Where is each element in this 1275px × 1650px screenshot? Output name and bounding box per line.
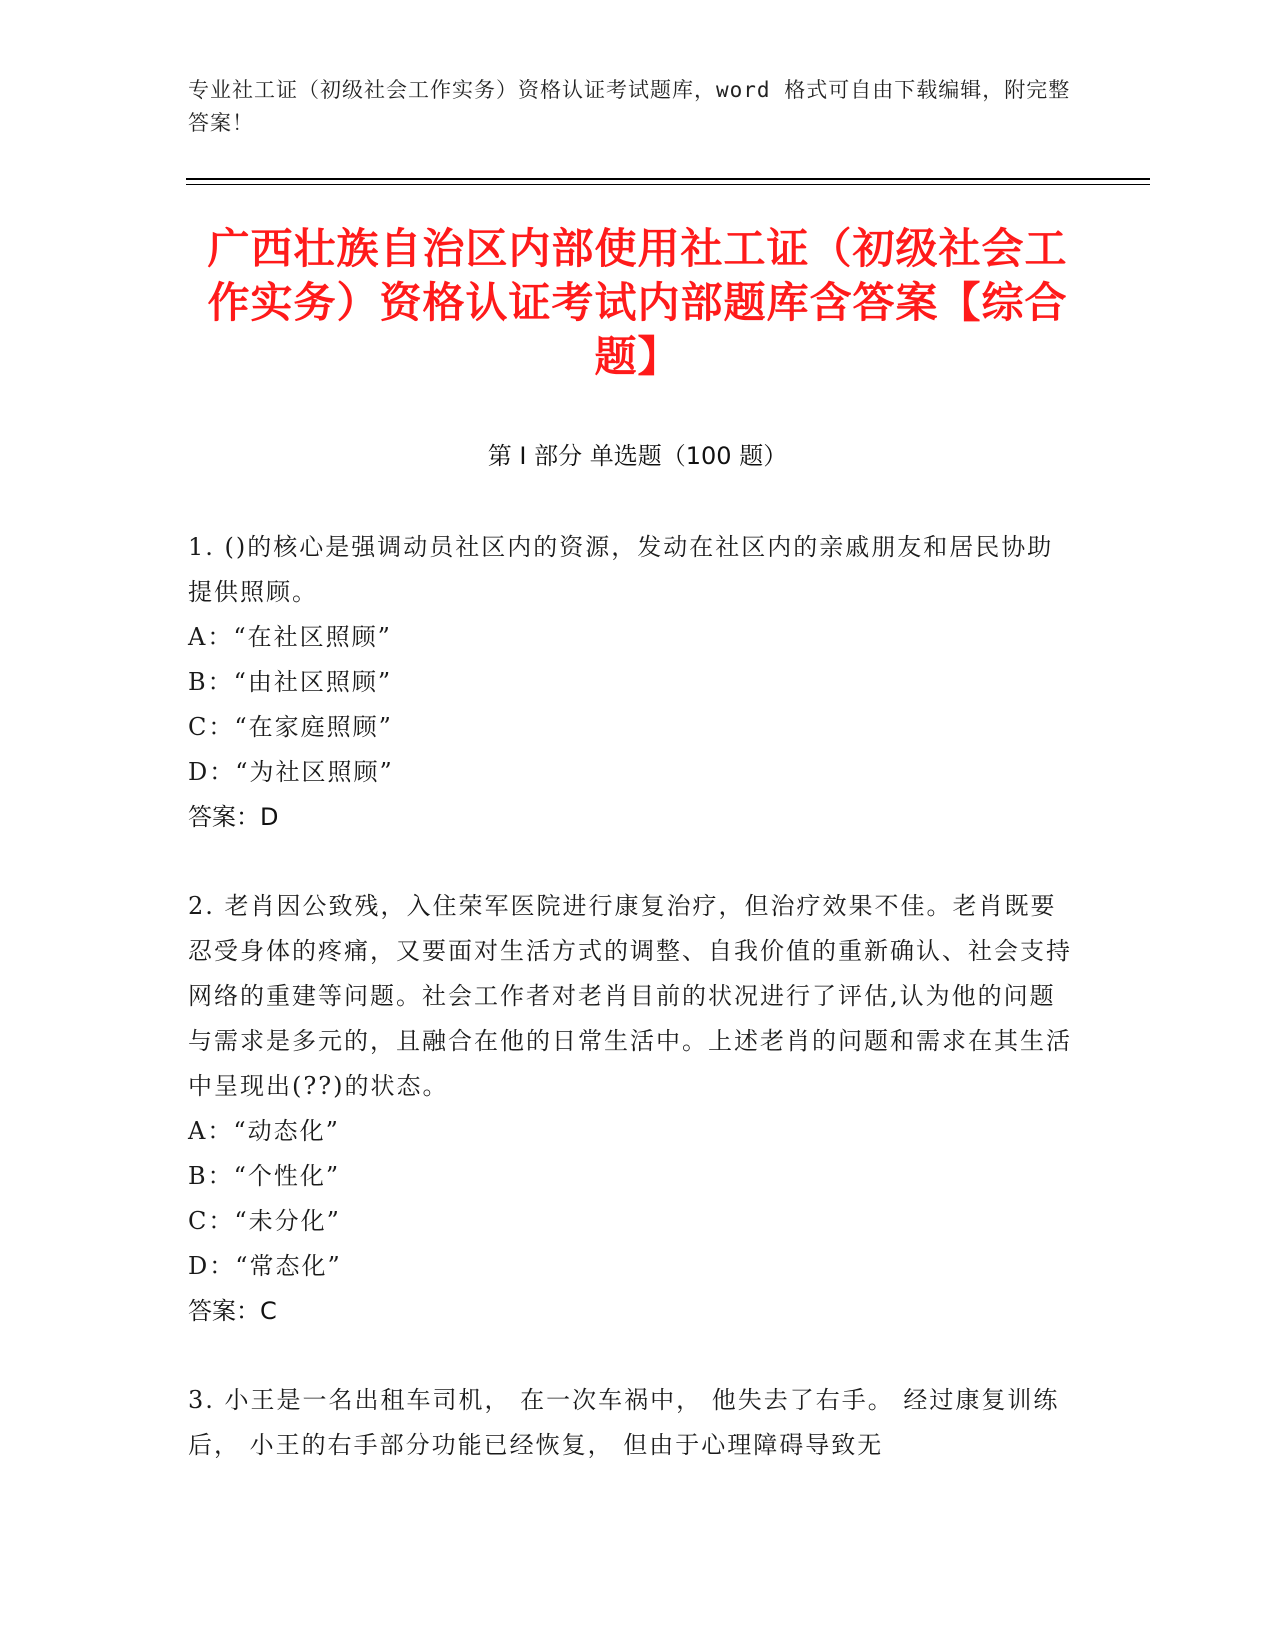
answer: 答案：D [188,803,279,831]
option-b: B：“个性化” [188,1162,341,1190]
header-divider-thin [186,184,1150,185]
question-2 [188,884,1078,1334]
question-stem: 3. 小王是一名出租车司机， 在一次车祸中， 他失去了右手。 经过康复训练后， 小王的右手部分功能已经恢复， 但由于心理障碍导致无 [188,1386,1060,1459]
question-3 [188,1378,1078,1468]
question-1 [188,525,1078,840]
question-stem: 2. 老肖因公致残，入住荣军医院进行康复治疗，但治疗效果不佳。老肖既要忍受身体的疼痛，又要面对生活方式的调整、自我价值的重新确认、社会支持网络的重建等问题。社会工作者对老肖目前的状况进行了评估,认为他的问题与需求是多元的，且融合在他的日常生活中。上述老肖的问题和需求在其生活中呈现出(??)的状态。 [188,892,1072,1100]
document-title: 广西壮族自治区内部使用社工证（初级社会工作实务）资格认证考试内部题库含答案【综合题】 [207,224,1068,381]
section-heading: 第 I 部分 单选题（100 题） [487,442,788,470]
option-c: C：“未分化” [188,1207,341,1235]
option-c: C：“在家庭照顾” [188,713,393,741]
option-d: D：“为社区照顾” [188,758,394,786]
answer: 答案：C [188,1297,277,1325]
question-stem: 1. ()的核心是强调动员社区内的资源，发动在社区内的亲戚朋友和居民协助提供照顾。 [188,533,1054,606]
header-note: 专业社工证（初级社会工作实务）资格认证考试题库，word 格式可自由下载编辑，附完整答案！ [188,78,1071,135]
option-a: A：“动态化” [188,1117,340,1145]
option-a: A：“在社区照顾” [188,623,392,651]
header-divider-thick [186,178,1150,180]
question-list [188,525,1078,1512]
option-d: D：“常态化” [188,1252,342,1280]
option-b: B：“由社区照顾” [188,668,393,696]
